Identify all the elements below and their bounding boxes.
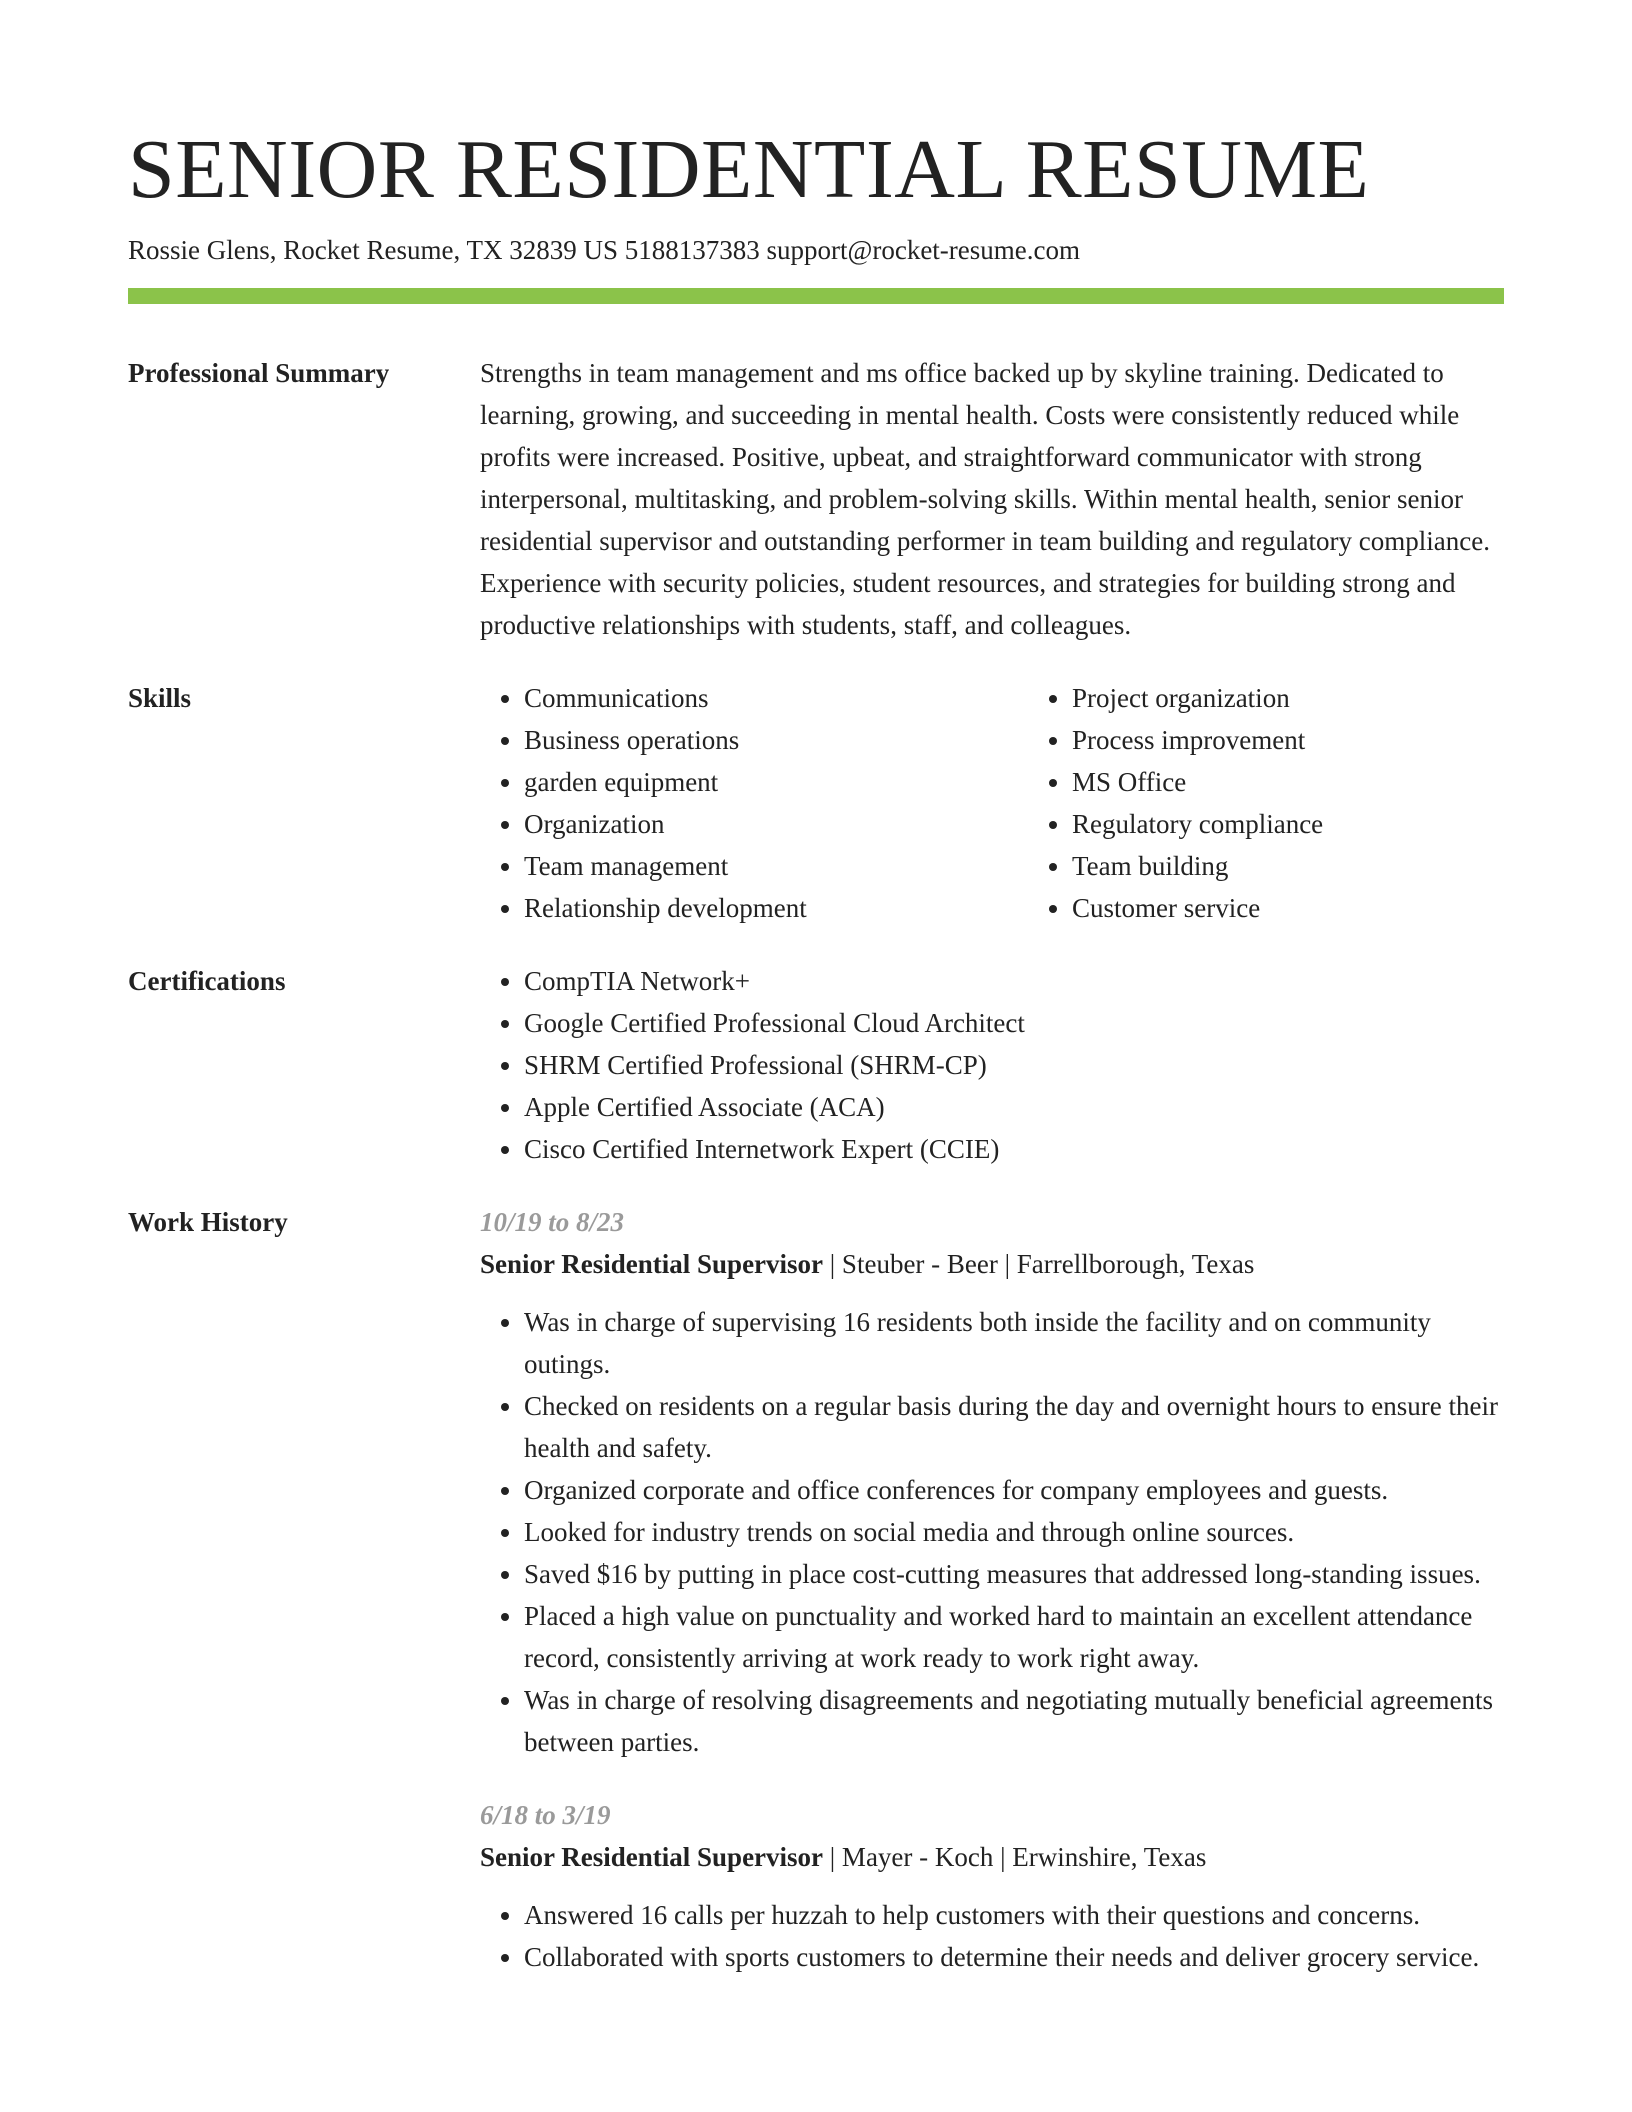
- certification-item: • CompTIA Network+: [524, 960, 1504, 1002]
- summary-text: Strengths in team management and ms office backed up by skyline training. Dedicated to learning, growing, and succeeding in mental health. Costs were consistently reduced while profits were increased. Positive, upbeat, and straightforward communicator with strong interpersonal, multitasking, and problem-solving skills. Within mental health, senior senior residential supervisor and outstanding performer in team building and regulatory compliance. Experience with security policies, student resources, and strategies for building strong and productive relationships with students, staff, and colleagues.: [480, 358, 1490, 640]
- job-bullet: • Collaborated with sports customers to determine their needs and deliver grocery service.: [524, 1936, 1504, 1978]
- skill-item: • Relationship development: [524, 887, 1028, 929]
- resume-page: [128, 0, 1504, 1978]
- skills-section: [128, 677, 1504, 929]
- skill-item: • Process improvement: [1072, 719, 1576, 761]
- accent-divider: [128, 288, 1504, 304]
- certifications-content: [480, 960, 1504, 1170]
- job-dates: 6/18 to 3/19: [480, 1800, 611, 1830]
- summary-label: Professional Summary: [128, 358, 390, 388]
- job-title: Senior Residential Supervisor: [480, 1842, 824, 1872]
- certification-item: • SHRM Certified Professional (SHRM-CP): [524, 1044, 1504, 1086]
- job-bullet: • Saved $16 by putting in place cost-cutting measures that addressed long-standing issues.: [524, 1553, 1504, 1595]
- job-bullet: • Was in charge of resolving disagreements and negotiating mutually beneficial agreements between parties.: [524, 1679, 1504, 1763]
- resume-title: SENIOR RESIDENTIAL RESUME: [128, 123, 1370, 216]
- skill-item: • MS Office: [1072, 761, 1576, 803]
- job-bullet: • Organized corporate and office conferences for company employees and guests.: [524, 1469, 1504, 1511]
- contact-line: Rossie Glens, Rocket Resume, TX 32839 US 5188137383 support@rocket-resume.com: [128, 235, 1081, 265]
- job-bullet: • Was in charge of supervising 16 residents both inside the facility and on community outings.: [524, 1301, 1504, 1385]
- job-bullet: • Placed a high value on punctuality and worked hard to maintain an excellent attendance record, consistently arriving at work ready to work right away.: [524, 1595, 1504, 1679]
- skill-item: • Communications: [524, 677, 1028, 719]
- skill-item: • Project organization: [1072, 677, 1576, 719]
- work-history-content: [480, 1201, 1504, 1978]
- skills-label: Skills: [128, 683, 192, 713]
- certifications-section: [128, 960, 1504, 1170]
- job-entry: [480, 1201, 1504, 1763]
- skill-item: • Regulatory compliance: [1072, 803, 1576, 845]
- job-bullet: • Looked for industry trends on social media and through online sources.: [524, 1511, 1504, 1553]
- certification-item: • Google Certified Professional Cloud Architect: [524, 1002, 1504, 1044]
- skills-list-left: [480, 677, 1028, 929]
- skill-item: • Organization: [524, 803, 1028, 845]
- skills-content: [480, 677, 1504, 929]
- job-heading: [480, 1836, 1504, 1878]
- job-bullets: [480, 1301, 1504, 1763]
- certification-item: • Apple Certified Associate (ACA): [524, 1086, 1504, 1128]
- job-details: | Mayer - Koch | Erwinshire, Texas: [823, 1842, 1207, 1872]
- skill-item: • Team building: [1072, 845, 1576, 887]
- certification-item: • Cisco Certified Internetwork Expert (CCIE): [524, 1128, 1504, 1170]
- certifications-list: [480, 960, 1504, 1170]
- skill-item: • Business operations: [524, 719, 1028, 761]
- work-history-label: Work History: [128, 1207, 288, 1237]
- job-title: Senior Residential Supervisor: [480, 1249, 824, 1279]
- summary-content: [480, 352, 1504, 646]
- skill-item: • Customer service: [1072, 887, 1576, 929]
- job-details: | Steuber - Beer | Farrellborough, Texas: [823, 1249, 1255, 1279]
- skills-list-right: [1028, 677, 1576, 929]
- job-heading: [480, 1243, 1504, 1285]
- job-bullet: • Answered 16 calls per huzzah to help customers with their questions and concerns.: [524, 1894, 1504, 1936]
- job-entry: [480, 1794, 1504, 1978]
- certifications-label: Certifications: [128, 966, 286, 996]
- skill-item: • garden equipment: [524, 761, 1028, 803]
- skill-item: • Team management: [524, 845, 1028, 887]
- job-dates: 10/19 to 8/23: [480, 1207, 625, 1237]
- job-bullets: [480, 1894, 1504, 1978]
- work-history-section: [128, 1201, 1504, 1978]
- summary-section: [128, 352, 1504, 646]
- job-bullet: • Checked on residents on a regular basis during the day and overnight hours to ensure their health and safety.: [524, 1385, 1504, 1469]
